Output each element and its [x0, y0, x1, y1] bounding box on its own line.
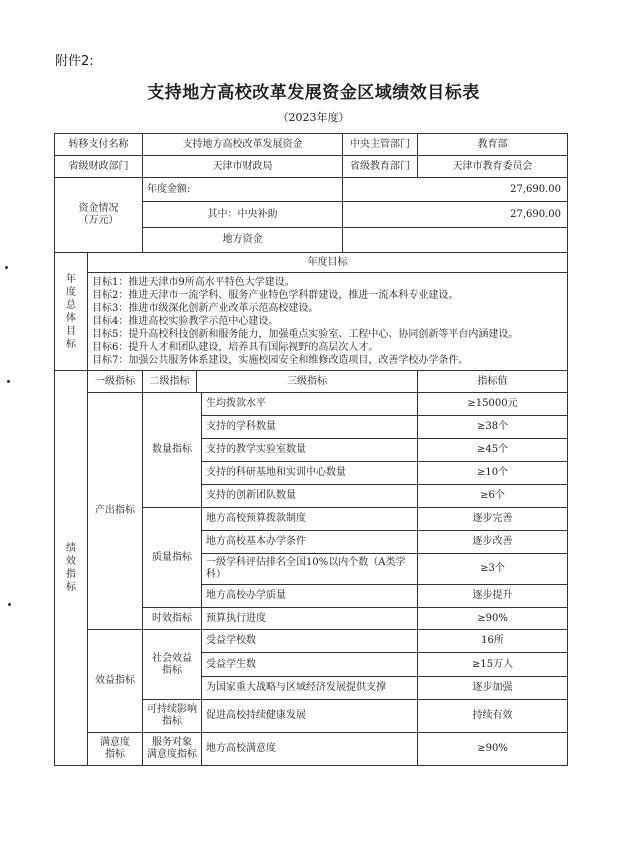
central-subsidy-label: 其中：中央补助: [143, 202, 343, 228]
indicator-value: 逐步改善: [418, 531, 568, 554]
transfer-name-value: 支持地方高校改革发展资金: [143, 134, 343, 156]
edu-dept-value: 天津市教育委员会: [418, 156, 568, 178]
indicator-name: 地方高校办学质量: [202, 585, 418, 608]
annual-amount-label: 年度金额:: [143, 178, 343, 202]
central-dept-label: 中央主管部门: [343, 134, 418, 156]
finance-dept-label: 省级财政部门: [55, 156, 143, 178]
funding-label-line2: （万元）: [78, 215, 119, 226]
indicator-name: 地方高校满意度: [202, 733, 418, 766]
annual-goals-side-label: 年 度 总 体 目 标: [55, 253, 88, 371]
local-funds-value: [343, 228, 568, 253]
document-title: 支持地方高校改革发展资金区域绩效目标表: [147, 83, 480, 103]
timeliness-indicators-label: 时效指标: [143, 608, 202, 630]
performance-target-table: [54, 133, 568, 766]
indicator-value: 逐步完善: [418, 508, 568, 531]
scan-mark: [7, 380, 10, 383]
indicator-name: 支持的学科数量: [202, 416, 418, 439]
indicator-value: ≥15000元: [418, 393, 568, 416]
indicator-name: 地方高校预算拨款制度: [202, 508, 418, 531]
indicator-name: 生均拨款水平: [202, 393, 418, 416]
scan-mark: [5, 266, 8, 269]
central-dept-value: 教育部: [418, 134, 568, 156]
quantity-indicators-label: 数量指标: [143, 393, 202, 508]
annual-goals-header: 年度目标: [88, 253, 568, 273]
goal-item: 目标6：提升人才和团队建设，培养具有国际视野的高层次人才。: [92, 342, 379, 353]
funding-label-line1: 资金情况: [78, 203, 119, 214]
local-funds-label: 地方资金: [143, 228, 343, 253]
quality-indicators-label: 质量指标: [143, 508, 202, 608]
goal-item: 目标3：推进市级深化创新产业改革示范高校建设。: [92, 303, 319, 314]
transfer-name-label: 转移支付名称: [55, 134, 143, 156]
satisfaction-indicators-label: 满意度 指标: [88, 733, 143, 766]
indicator-value: ≥10个: [418, 462, 568, 485]
indicator-value: ≥15万人: [418, 653, 568, 677]
sustainable-impact-label: 可持续影响 指标: [143, 700, 202, 733]
finance-dept-value: 天津市财政局: [143, 156, 343, 178]
goal-item: 目标2：推进天津市一流学科、服务产业特色学科群建设，推进一流本科专业建设。: [92, 290, 459, 301]
indicator-value: 逐步提升: [418, 585, 568, 608]
value-header: 指标值: [418, 371, 568, 393]
level2-header: 二级指标: [143, 371, 197, 393]
scan-mark: [8, 603, 11, 606]
service-satisfaction-label: 服务对象 满意度指标: [143, 733, 202, 766]
indicator-value: 逐步加强: [418, 677, 568, 700]
indicator-name: 受益学生数: [202, 653, 418, 677]
goal-item: 目标4：推进高校实验教学示范中心建设。: [92, 316, 279, 327]
central-subsidy-value: 27,690.00: [343, 202, 568, 228]
indicator-name: 一级学科评估排名全国10%以内个数（A类学科）: [202, 554, 418, 585]
indicator-name: 为国家重大战略与区域经济发展提供支撑: [202, 677, 418, 700]
social-benefit-label: 社会效益 指标: [143, 630, 202, 700]
funding-label: [55, 178, 143, 253]
indicator-value: ≥45个: [418, 439, 568, 462]
indicator-name: 促进高校持续健康发展: [202, 700, 418, 733]
indicator-value: ≥90%: [418, 608, 568, 630]
indicator-name: 支持的教学实验室数量: [202, 439, 418, 462]
goal-item: 目标1：推进天津市9所高水平特色大学建设。: [92, 277, 295, 288]
indicator-name: 受益学校数: [202, 630, 418, 653]
indicator-value: ≥90%: [418, 733, 568, 766]
level3-header: 三级指标: [197, 371, 418, 393]
goal-item: 目标7：加强公共服务体系建设，实施校园安全和维修改造项目，改善学校办学条件。: [92, 355, 469, 366]
indicator-name: 支持的创新团队数量: [202, 485, 418, 508]
annual-goals-list: [88, 273, 568, 371]
indicator-value: 持续有效: [418, 700, 568, 733]
indicator-name: 支持的科研基地和实训中心数量: [202, 462, 418, 485]
indicator-name: 地方高校基本办学条件: [202, 531, 418, 554]
indicator-value: ≥3个: [418, 554, 568, 585]
document-year: （2023年度）: [277, 111, 350, 124]
benefit-indicators-label: 效益指标: [88, 630, 143, 733]
level1-header: 一级指标: [88, 371, 143, 393]
performance-indicators-side-label: 绩 效 指 标: [55, 371, 88, 766]
output-indicators-label: 产出指标: [88, 393, 143, 630]
indicator-value: 16所: [418, 630, 568, 653]
goal-item: 目标5：提升高校科技创新和服务能力，加强重点实验室、工程中心、协同创新等平台内涵建设。: [92, 329, 519, 340]
annual-amount-value: 27,690.00: [343, 178, 568, 202]
attachment-label: 附件2:: [55, 54, 94, 69]
indicator-value: ≥6个: [418, 485, 568, 508]
indicator-value: ≥38个: [418, 416, 568, 439]
edu-dept-label: 省级教育部门: [343, 156, 418, 178]
indicator-name: 预算执行进度: [202, 608, 418, 630]
